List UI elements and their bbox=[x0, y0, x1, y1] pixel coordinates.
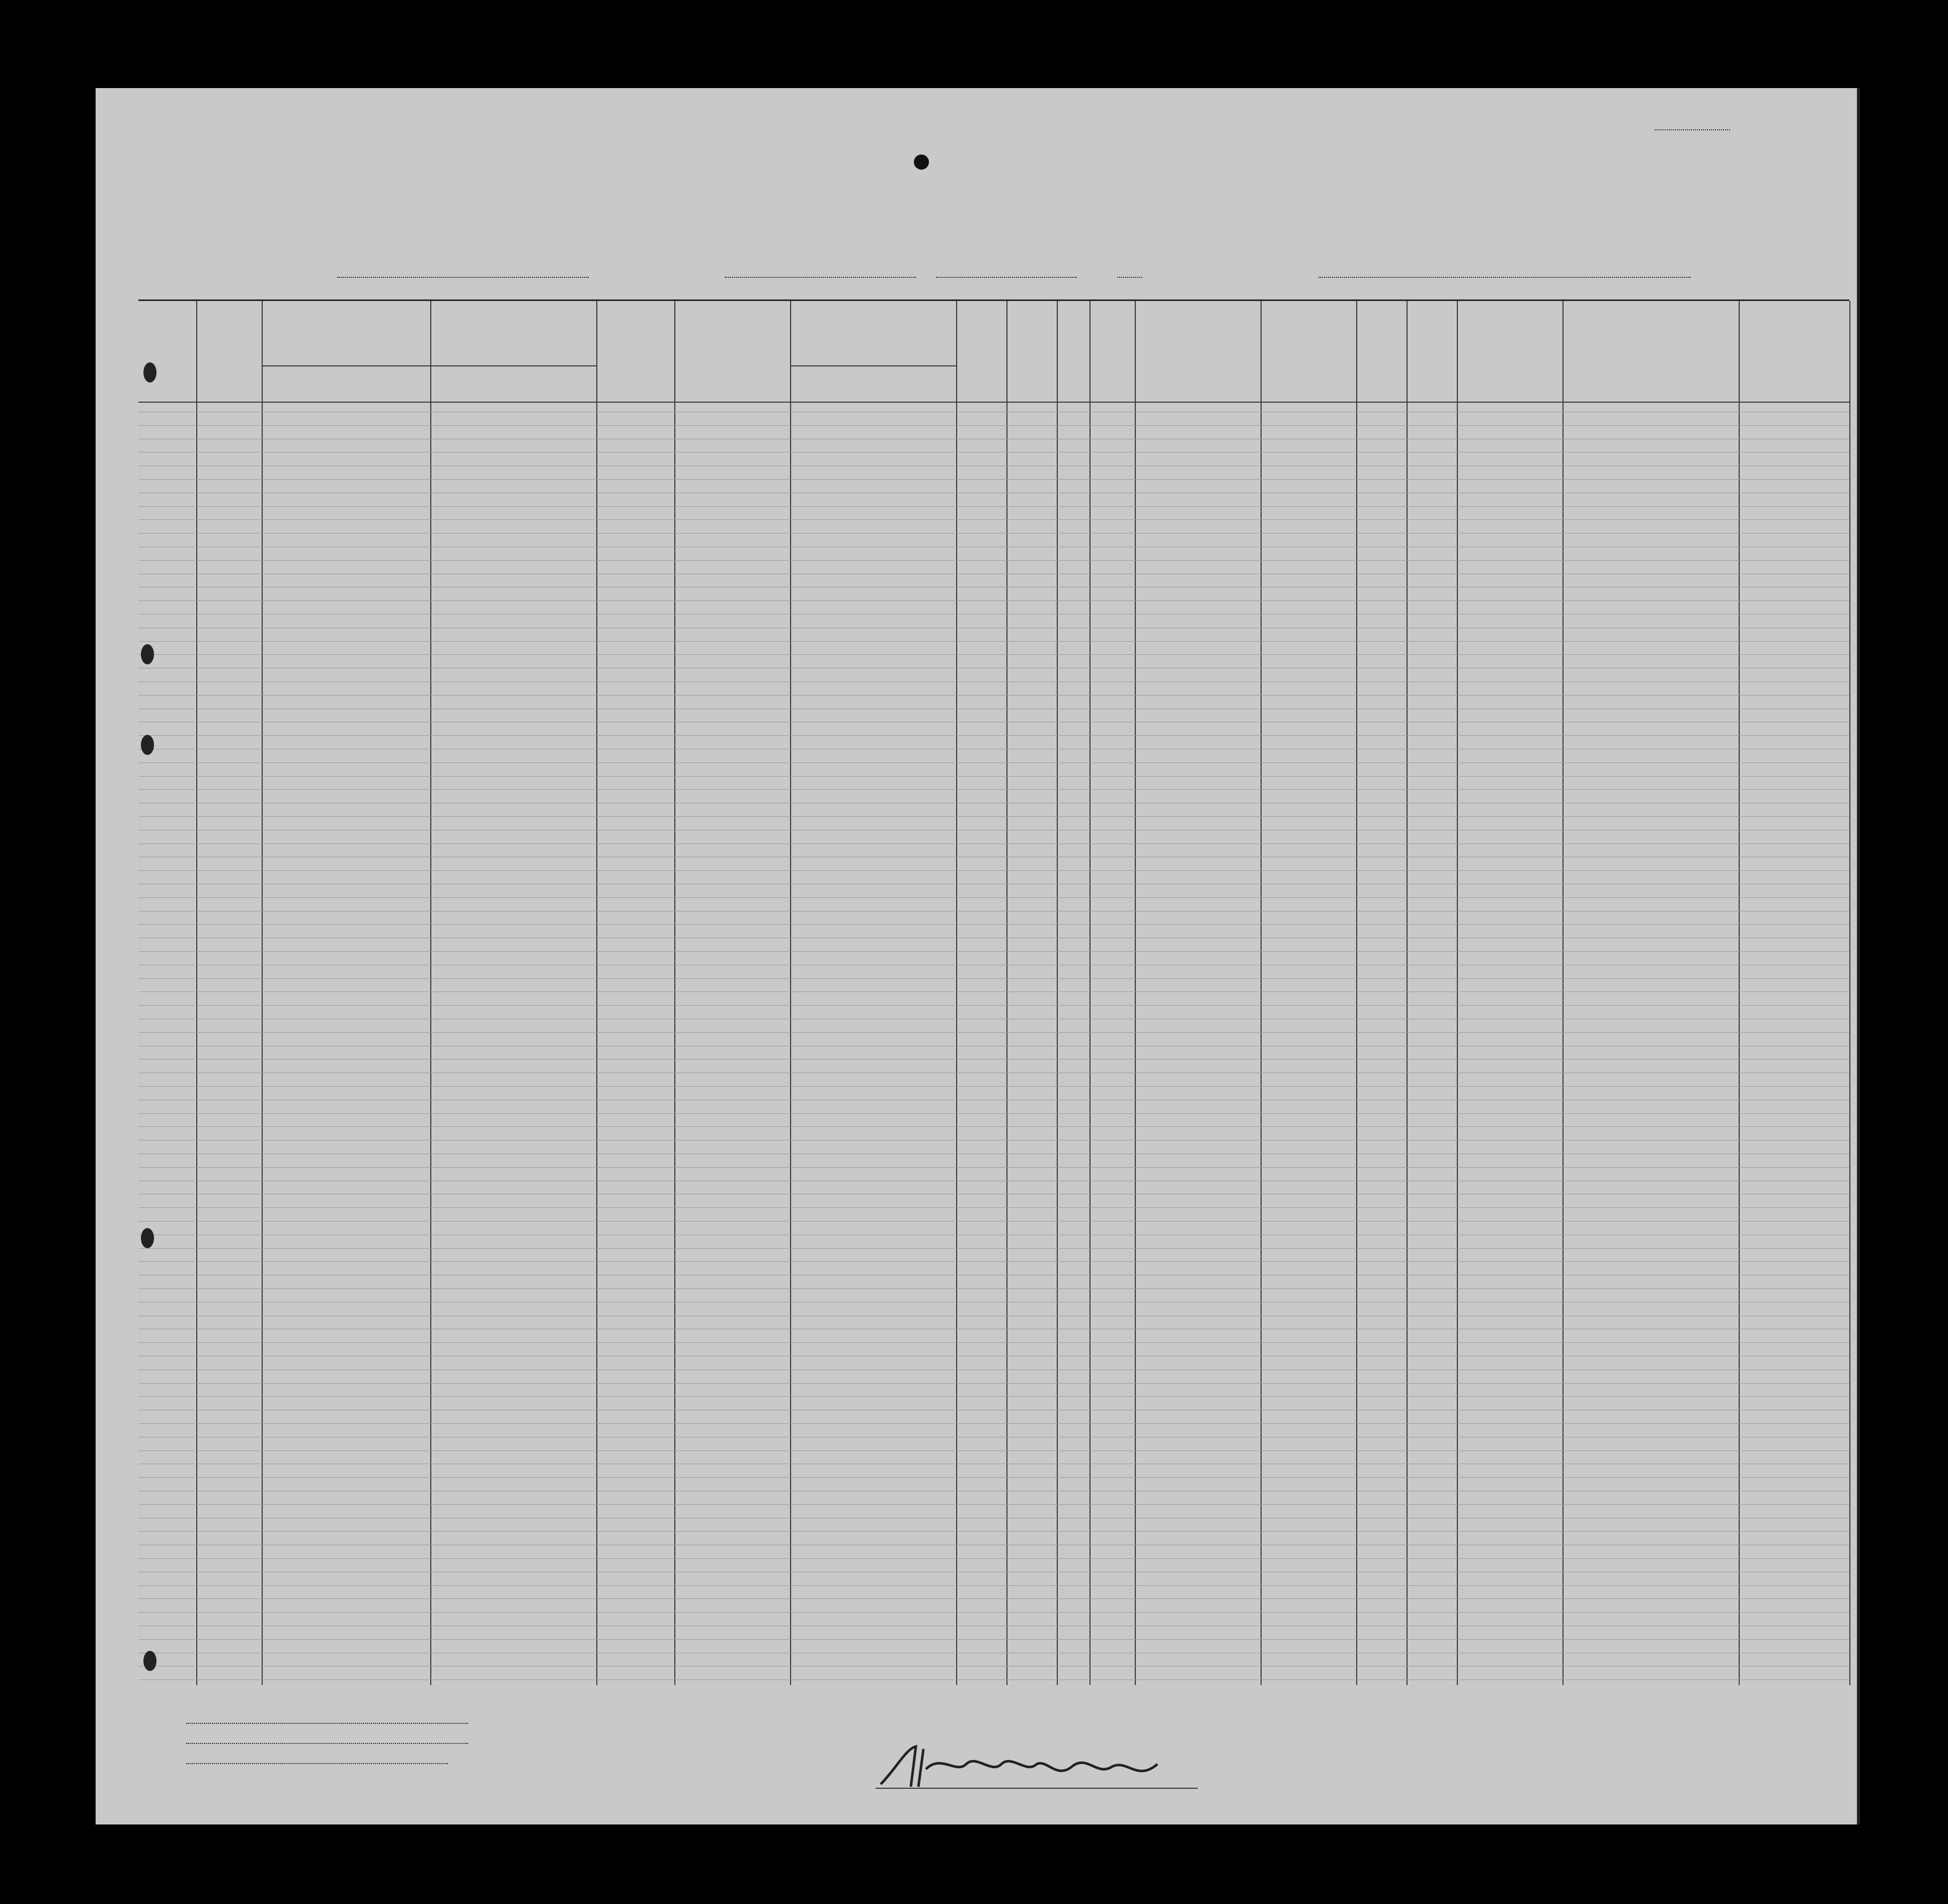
ruled-line bbox=[138, 776, 1849, 777]
binder-hole bbox=[141, 644, 154, 664]
ruled-line bbox=[138, 978, 1849, 979]
ruled-line bbox=[138, 789, 1849, 790]
ruled-line bbox=[138, 641, 1849, 642]
vessel-name bbox=[337, 260, 589, 278]
ruled-line bbox=[138, 654, 1849, 655]
ruled-line bbox=[138, 951, 1849, 952]
line-field bbox=[181, 1714, 468, 1727]
voyage-row bbox=[277, 257, 1786, 282]
ruled-line bbox=[138, 519, 1849, 520]
header-divider bbox=[262, 365, 596, 366]
ruled-line bbox=[138, 1396, 1849, 1397]
local-agents-field bbox=[181, 1754, 448, 1767]
ruled-line bbox=[138, 1248, 1849, 1249]
header-bottom-rule bbox=[138, 402, 1849, 403]
ruled-line bbox=[138, 681, 1849, 682]
sheet-number-field bbox=[1651, 118, 1730, 134]
ruled-line bbox=[138, 600, 1849, 601]
binder-hole bbox=[143, 1651, 157, 1671]
ruled-line bbox=[138, 506, 1849, 507]
ruled-line bbox=[138, 1639, 1849, 1640]
ruled-line bbox=[138, 870, 1849, 871]
arrival-year bbox=[1117, 260, 1142, 278]
ruled-line bbox=[138, 479, 1849, 480]
ruled-line bbox=[138, 1598, 1849, 1599]
ruled-line bbox=[138, 1302, 1849, 1303]
ruled-line bbox=[138, 1612, 1849, 1613]
arriving-port bbox=[725, 260, 916, 278]
ruled-line bbox=[138, 1369, 1849, 1370]
ruled-line bbox=[138, 1207, 1849, 1208]
ruled-line bbox=[138, 1558, 1849, 1559]
ruled-line bbox=[138, 1261, 1849, 1262]
bullet-icon bbox=[914, 155, 929, 170]
ruled-line bbox=[138, 1342, 1849, 1343]
binder-hole bbox=[141, 735, 154, 755]
ruled-line bbox=[138, 924, 1849, 925]
ruled-line bbox=[138, 1005, 1849, 1006]
owners-field bbox=[181, 1734, 468, 1747]
crew-table bbox=[138, 299, 1849, 1685]
ruled-line bbox=[138, 1167, 1849, 1168]
ruled-line bbox=[138, 614, 1849, 615]
ruled-line bbox=[138, 1086, 1849, 1087]
header-divider bbox=[790, 365, 956, 366]
ruled-line bbox=[138, 735, 1849, 736]
ruled-line bbox=[138, 1113, 1849, 1114]
ruled-line bbox=[138, 1032, 1849, 1033]
ruled-line bbox=[138, 816, 1849, 817]
binder-hole bbox=[141, 1228, 154, 1248]
ruled-line bbox=[138, 1126, 1849, 1127]
ruled-line bbox=[138, 1383, 1849, 1384]
ruled-line bbox=[138, 1288, 1849, 1289]
arrival-date-stamp bbox=[936, 260, 1077, 278]
manifest-header bbox=[96, 88, 1857, 299]
ruled-line bbox=[138, 1585, 1849, 1586]
ruled-line bbox=[138, 425, 1849, 426]
manifest-sheet bbox=[96, 88, 1860, 1824]
ruled-line bbox=[138, 1221, 1849, 1222]
ruled-line bbox=[138, 897, 1849, 898]
ruled-line bbox=[138, 1504, 1849, 1505]
column-rule bbox=[1849, 301, 1850, 1685]
departure-ports bbox=[1318, 260, 1691, 278]
inspector-signature bbox=[876, 1739, 1228, 1794]
ruled-line bbox=[138, 1423, 1849, 1424]
ruled-line bbox=[138, 533, 1849, 534]
manifest-title bbox=[96, 143, 1756, 175]
binder-hole bbox=[143, 362, 157, 383]
ruled-line bbox=[138, 695, 1849, 696]
ruled-line bbox=[138, 1531, 1849, 1532]
ruled-line bbox=[138, 560, 1849, 561]
ruled-line bbox=[138, 1477, 1849, 1478]
